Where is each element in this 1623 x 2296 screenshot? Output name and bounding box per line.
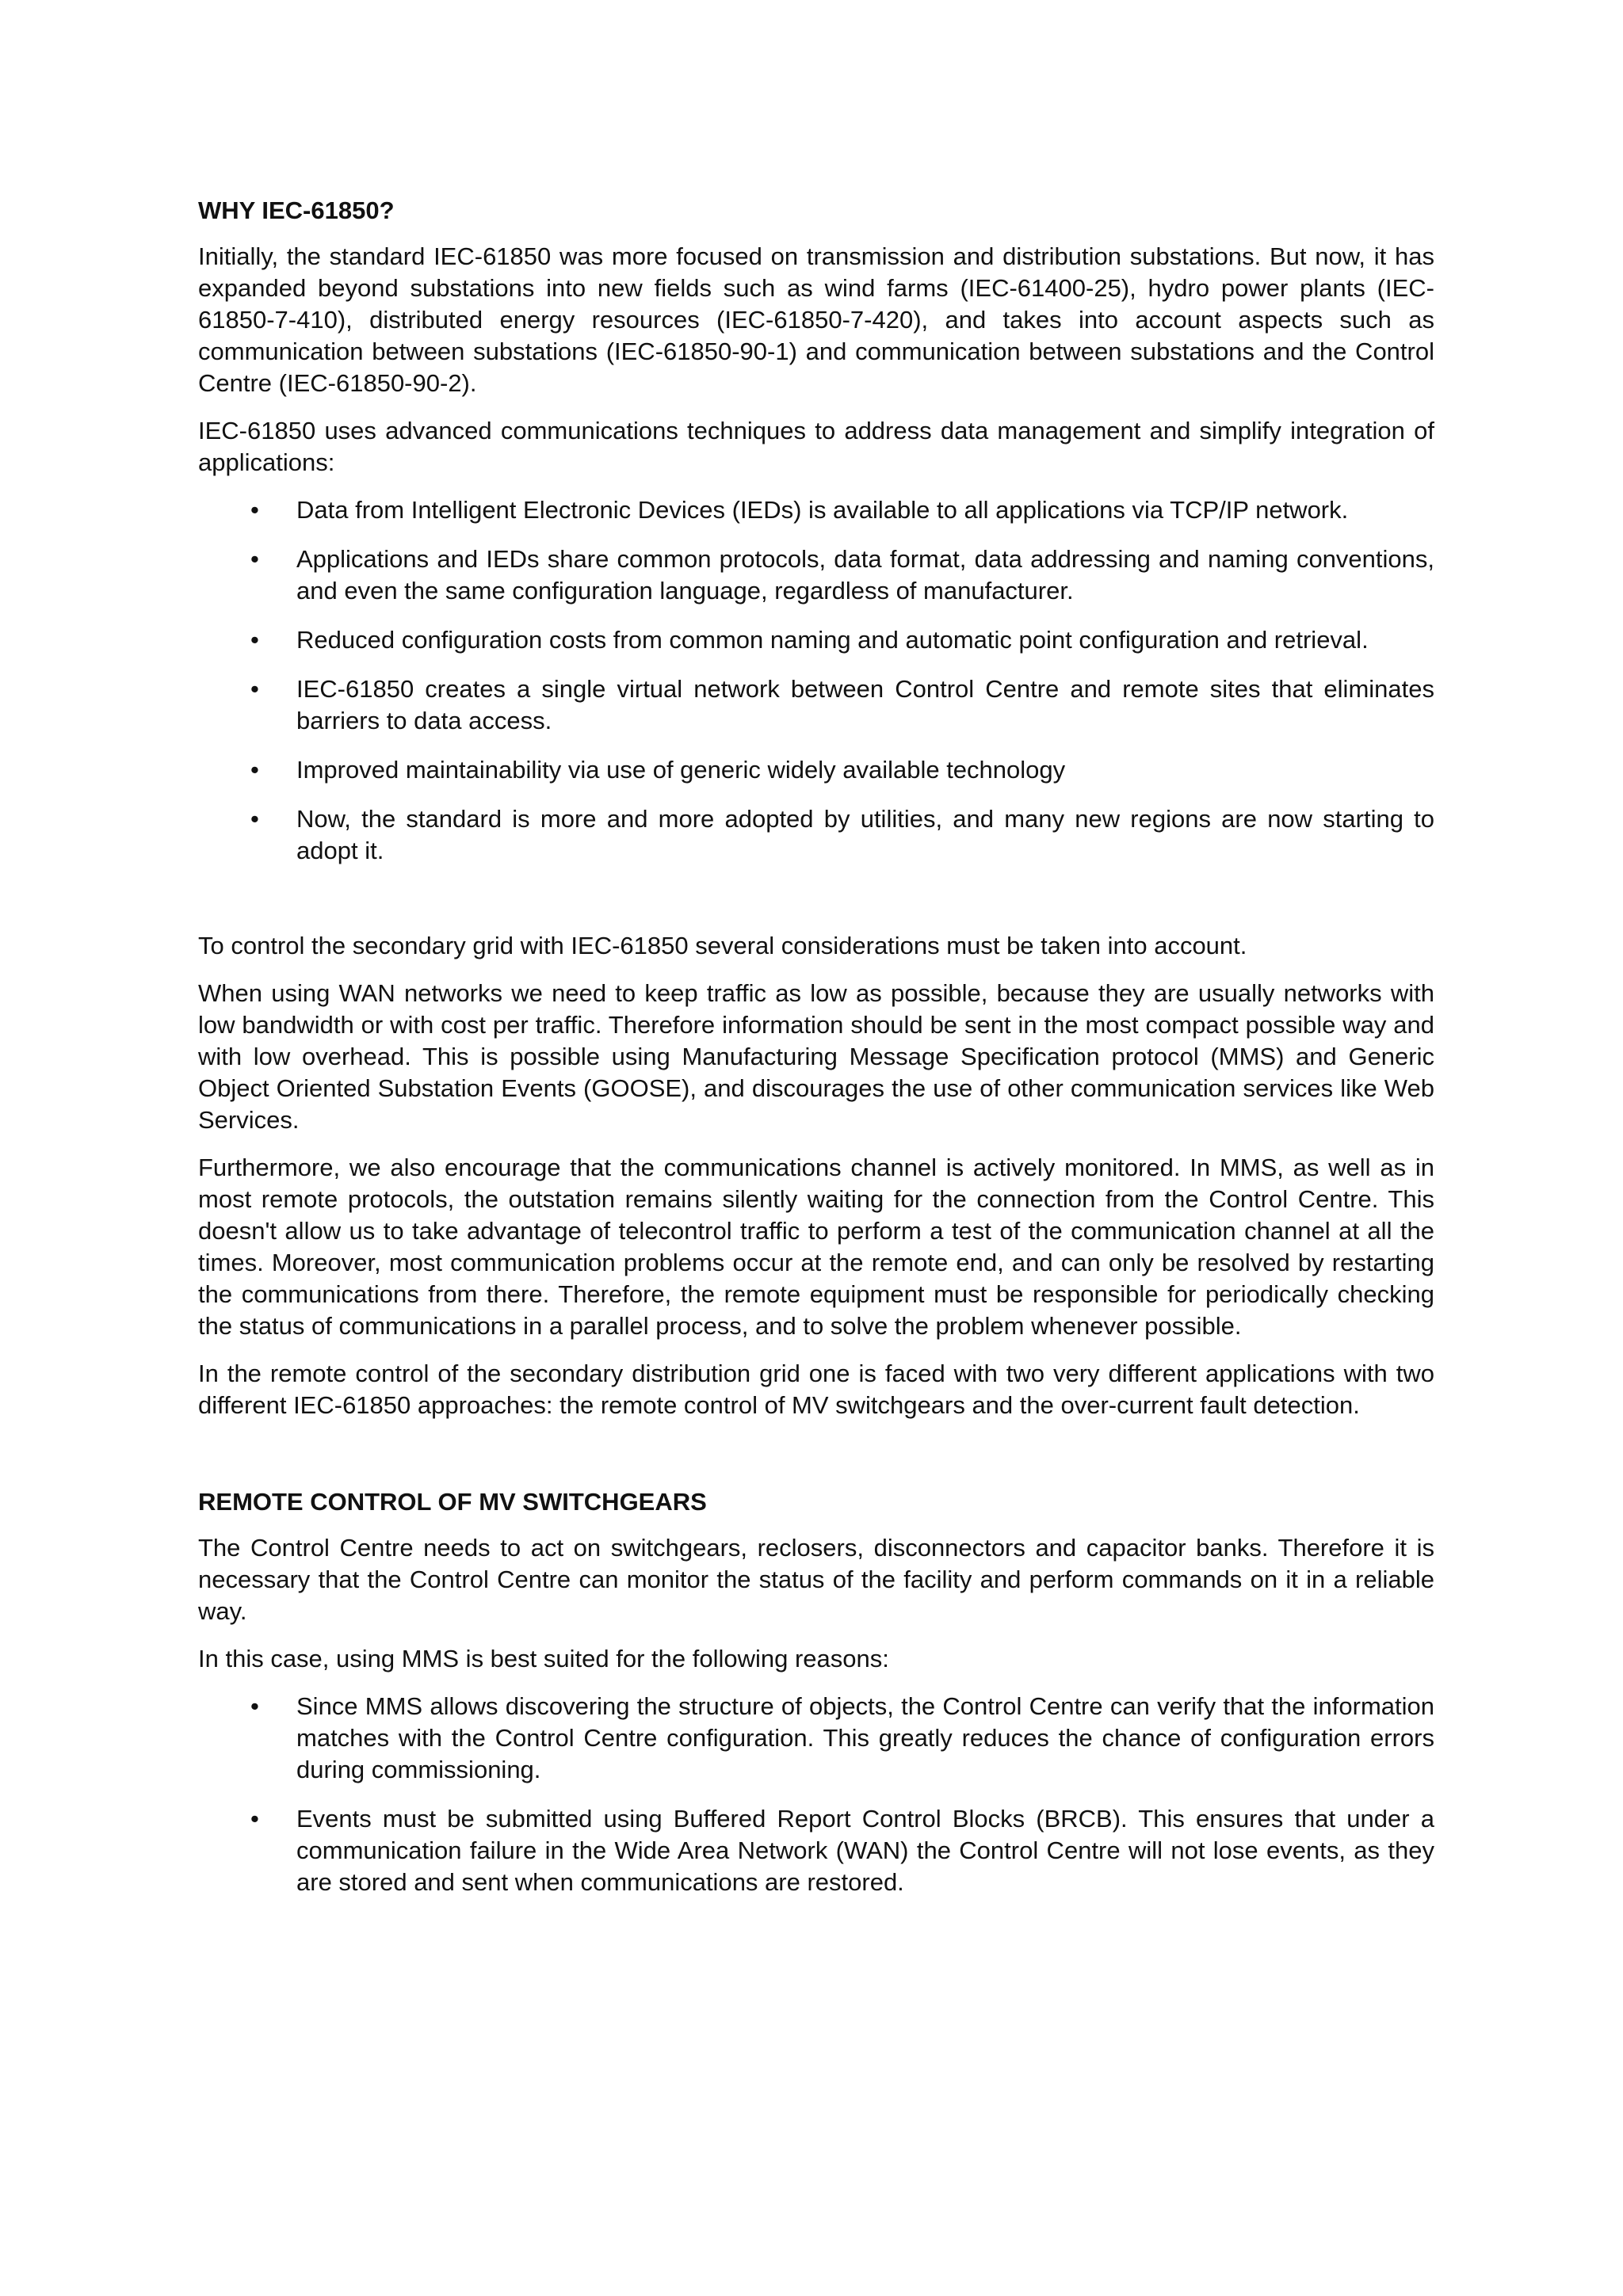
paragraph-intro: Initially, the standard IEC-61850 was more focused on transmission and distribution substations. But now, it has expanded beyond substations into new fields such as wind farms (IEC-61400-25), hydro power plants (IEC-61850-7-410), distributed energy resources (IEC-61850-7-420), and takes into account aspects such as communication between substations (IEC-61850-90-1) and communication between substations and the Control Centre (IEC-61850-90-2). (198, 242, 1434, 397)
bullet-icon: • (250, 675, 259, 703)
list-item-text: Reduced configuration costs from common naming and automatic point configuration and retrieval. (296, 626, 1369, 654)
list-item-text: IEC-61850 creates a single virtual network between Control Centre and remote sites that eliminates barriers to data access. (296, 675, 1434, 734)
bullet-icon: • (250, 756, 259, 784)
list-item (198, 494, 1434, 526)
spacer (198, 1437, 1434, 1486)
bullet-list-benefits (198, 494, 1434, 867)
bullet-list-mms-reasons (198, 1691, 1434, 1898)
section-heading-remote-control: REMOTE CONTROL OF MV SWITCHGEARS (198, 1488, 707, 1516)
bullet-icon: • (250, 626, 259, 654)
list-item (198, 754, 1434, 786)
paragraph-mms-lead: In this case, using MMS is best suited for the following reasons: (198, 1645, 889, 1672)
paragraph-wan-networks: When using WAN networks we need to keep traffic as low as possible, because they are usually networks with low bandwidth or with cost per traffic. Therefore information should be sent in the most compact possible way and with low overhead. This is possible using Manufacturing Message Specification protocol (MMS) and Generic Object Oriented Substation Events (GOOSE), and discourages the use of other communication services like Web Services. (198, 979, 1434, 1134)
paragraph-control-centre: The Control Centre needs to act on switchgears, reclosers, disconnectors and capacitor banks. Therefore it is necessary that the Control Centre can monitor the status of the facility and perform commands on it in a reliable way. (198, 1534, 1434, 1625)
list-item (198, 1691, 1434, 1786)
list-item (198, 624, 1434, 656)
spacer (198, 884, 1434, 930)
list-item-text: Events must be submitted using Buffered Report Control Blocks (BRCB). This ensures that under a communication failure in the Wide Area Network (WAN) the Control Centre will not lose events, as they are stored and sent when communications are restored. (296, 1805, 1434, 1896)
paragraph-considerations: To control the secondary grid with IEC-61850 several considerations must be taken into account. (198, 932, 1247, 959)
list-item-text: Applications and IEDs share common protocols, data format, data addressing and naming conventions, and even the same configuration language, regardless of manufacturer. (296, 545, 1434, 605)
bullet-icon: • (250, 1692, 259, 1720)
list-item-text: Improved maintainability via use of generic widely available technology (296, 756, 1066, 784)
section-heading-why-iec-61850: WHY IEC-61850? (198, 196, 395, 224)
paragraph-channel-monitoring: Furthermore, we also encourage that the communications channel is actively monitored. In MMS, as well as in most remote protocols, the outstation remains silently waiting for the connection from the Control Centre. This doesn't allow us to take advantage of telecontrol traffic to perform a test of the communication channel at all the times. Moreover, most communication problems occur at the remote end, and can only be resolved by restarting the communications from there. Therefore, the remote equipment must be responsible for periodically checking the status of communications in a parallel process, and to solve the problem whenever possible. (198, 1154, 1434, 1340)
paragraph-applications: In the remote control of the secondary distribution grid one is faced with two very different applications with two different IEC-61850 approaches: the remote control of MV switchgears and the over-current fault detection. (198, 1360, 1434, 1419)
list-item-text: Now, the standard is more and more adopted by utilities, and many new regions are now starting to adopt it. (296, 805, 1434, 864)
list-item (198, 673, 1434, 737)
bullet-icon: • (250, 545, 259, 573)
list-item-text: Data from Intelligent Electronic Devices (IEDs) is available to all applications via TCP/IP network. (296, 496, 1349, 524)
list-item (198, 1803, 1434, 1898)
list-item (198, 803, 1434, 867)
paragraph-lead: IEC-61850 uses advanced communications techniques to address data management and simplify integration of applications: (198, 417, 1434, 476)
bullet-icon: • (250, 496, 259, 524)
list-item-text: Since MMS allows discovering the structure of objects, the Control Centre can verify that the information matches with the Control Centre configuration. This greatly reduces the chance of configuration errors during commissioning. (296, 1692, 1434, 1783)
list-item (198, 543, 1434, 607)
document-page (198, 195, 1434, 1916)
bullet-icon: • (250, 1805, 259, 1833)
bullet-icon: • (250, 805, 259, 833)
